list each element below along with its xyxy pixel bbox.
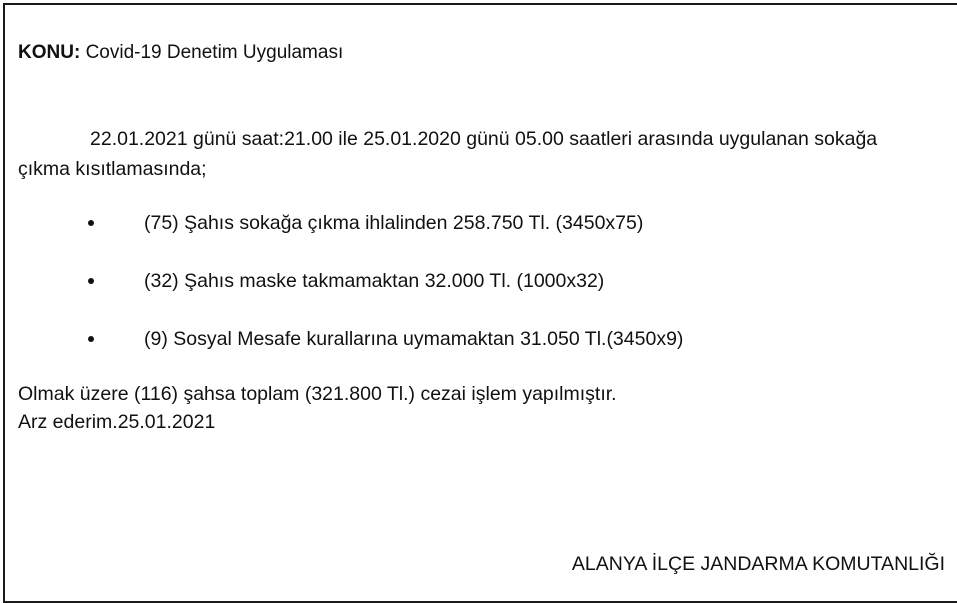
intro-text: 22.01.2021 günü saat:21.00 ile 25.01.2020 günü 05.00 saatleri arasında uygulanan sokağa çıkma kısıtlamasında; bbox=[18, 128, 878, 180]
bullet-icon bbox=[88, 278, 94, 284]
document-frame bbox=[3, 3, 957, 603]
subject-label: KONU: bbox=[18, 42, 81, 63]
bullet-icon bbox=[88, 220, 94, 226]
signature-block: ALANYA İLÇE JANDARMA KOMUTANLIĞI bbox=[571, 553, 945, 575]
closing-regards: Arz ederim.25.01.2021 bbox=[18, 411, 216, 433]
bullet-icon bbox=[88, 336, 94, 342]
list-item-text: (32) Şahıs maske takmamaktan 32.000 Tl. (1000x32) bbox=[144, 270, 605, 292]
intro-paragraph bbox=[18, 124, 918, 184]
closing-summary: Olmak üzere (116) şahsa toplam (321.800 Tl.) cezai işlem yapılmıştır. bbox=[18, 383, 617, 405]
subject-line bbox=[18, 41, 343, 65]
closing-paragraph bbox=[18, 380, 617, 436]
list-item-text: (75) Şahıs sokağa çıkma ihlalinden 258.750 Tl. (3450x75) bbox=[144, 212, 644, 234]
list-item-text: (9) Sosyal Mesafe kurallarına uymamaktan 31.050 Tl.(3450x9) bbox=[144, 328, 684, 350]
subject-text: Covid-19 Denetim Uygulaması bbox=[85, 42, 344, 63]
